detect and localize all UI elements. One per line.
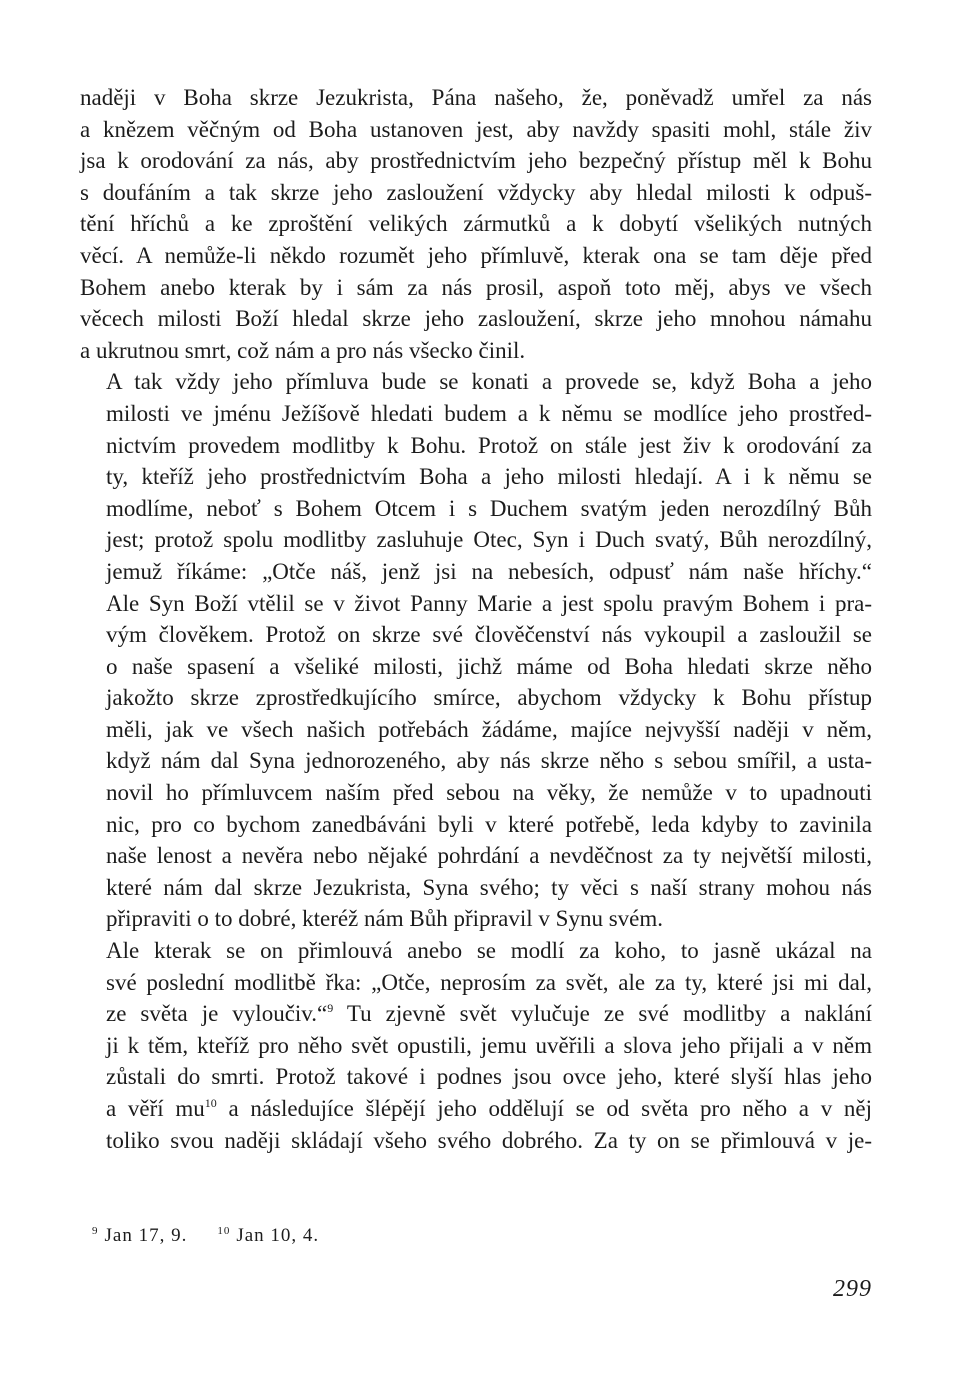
paragraph — [80, 82, 872, 366]
text-line: jest; protož spolu modlitby zasluhuje Otec, Syn i Duch svatý, Bůh nerozdílný, — [106, 527, 872, 553]
text-line: a ukrutnou smrt, což nám a pro nás všecko činil. — [80, 337, 526, 363]
paragraph — [80, 935, 872, 1156]
text-line: své poslední modlitbě řka: „Otče, neprosím za svět, ale za ty, které jsi mi dal, — [106, 969, 872, 995]
text-line: připraviti o to dobré, kteréž nám Bůh připravil v Synu svém. — [106, 906, 663, 932]
text-line: naše lenost a nevěra nebo nějaké pohrdání a nevděčnost za ty největší milosti, — [106, 843, 872, 869]
body-text — [80, 82, 872, 1156]
text-line: novil ho přímluvcem naším před sebou na věky, že nemůže v to upadnouti — [106, 780, 872, 806]
text-line: ze světa je vyloučiv.“$^9$ Tu zjevně svět vylučuje ze své modlitby a naklání — [106, 1001, 872, 1027]
text-line: věcech milosti Boží hledal skrze jeho zasloužení, skrze jeho mnohou námahu — [80, 306, 872, 332]
footnote-mark: 10 — [217, 1225, 231, 1237]
footnote-reference: 10 — [204, 1096, 217, 1110]
text-line: A tak vždy jeho přímluva bude se konati a provede se, když Boha a jeho — [106, 369, 872, 395]
text-line: o naše spasení a všeliké milosti, jichž máme od Boha hledati skrze něho — [106, 653, 872, 679]
footnote — [217, 1225, 319, 1246]
footnote-mark: 9 — [92, 1225, 99, 1237]
text-line: jemuž říkáme: „Otče náš, jenž jsi na nebesích, odpusť nám naše hříchy.“ — [106, 558, 872, 584]
footnotes — [92, 1224, 349, 1248]
text-line: jakožto skrze zprostředkujícího smírce, abychom vždycky k Bohu přístup — [106, 685, 872, 711]
text-line: Ale kterak se on přimlouvá anebo se modlí za koho, to jasně ukázal na — [106, 938, 872, 964]
text-line: ji k těm, kteříž pro něho svět opustili, jemu uvěřili a slova jeho přijali a v něm — [106, 1032, 872, 1058]
text-line: Ale Syn Boží vtělil se v život Panny Marie a jest spolu pravým Bohem i pra- — [106, 590, 872, 616]
page-number: 299 — [833, 1276, 872, 1302]
footnote-text: Jan 17, 9. — [104, 1225, 188, 1246]
text-line: Bohem anebo kterak by i sám za nás prosil, aspoň toto měj, abys ve všech — [80, 274, 872, 300]
footnote-text: Jan 10, 4. — [236, 1225, 320, 1246]
text-line: zůstali do smrti. Protož takové i podnes jsou ovce jeho, které slyší hlas jeho — [106, 1064, 872, 1090]
text-line: když nám dal Syna jednorozeného, aby nás skrze něho s sebou smířil, a usta- — [106, 748, 872, 774]
text-line: vým člověkem. Protož on skrze své člověčenství nás vykoupil a zasloužil se — [106, 622, 872, 648]
text-line: nic, pro co bychom zanedbáváni byli v které potřebě, leda kdyby to zavinila — [106, 811, 872, 837]
text-line: milosti ve jménu Ježíšově hledati budem a k němu se modlíce jeho prostřed- — [106, 400, 872, 426]
text-line: věcí. A nemůže-li někdo rozumět jeho přímluvě, kterak ona se tam děje před — [80, 242, 872, 268]
text-line: s doufáním a tak skrze jeho zasloužení vždycky aby hledal milosti k odpuš- — [80, 179, 872, 205]
text-line: měli, jak ve všech našich potřebách žádáme, majíce nejvyšší naději v něm, — [106, 716, 872, 742]
text-line: které nám dal skrze Jezukrista, Syna svého; ty věci s naší strany mohou nás — [106, 874, 872, 900]
text-line: toliko svou naději skládají všeho svého dobrého. Za ty on se přimlouvá v je- — [106, 1127, 872, 1153]
text-line: tění hříchů a ke zproštění velikých zármutků a k dobytí všelikých nutných — [80, 211, 872, 237]
text-line: naději v Boha skrze Jezukrista, Pána našeho, že, poněvadž umřel za nás — [80, 85, 872, 110]
text-line: jsa k orodování za nás, aby prostřednictvím jeho bezpečný přístup měl k Bohu — [80, 148, 872, 174]
paragraph — [80, 366, 872, 935]
text-line: ty, kteříž jeho prostřednictvím Boha a jeho milosti hledají. A i k němu se — [106, 464, 872, 490]
text-line: nictvím provedem modlitby k Bohu. Protož on stále jest živ k orodování za — [106, 432, 872, 458]
footnote-reference: 9 — [327, 1001, 334, 1016]
text-line: modlíme, neboť s Bohem Otcem i s Duchem svatým jeden nerozdílný Bůh — [106, 495, 872, 521]
text-line: a knězem věčným od Boha ustanoven jest, aby navždy spasiti mohl, stále živ — [80, 116, 872, 142]
text-line: a věří $mu^{10}$ a následujíce šlépějí jeho oddělují se od světa pro něho a v něj — [106, 1096, 872, 1121]
footnote — [92, 1225, 187, 1246]
